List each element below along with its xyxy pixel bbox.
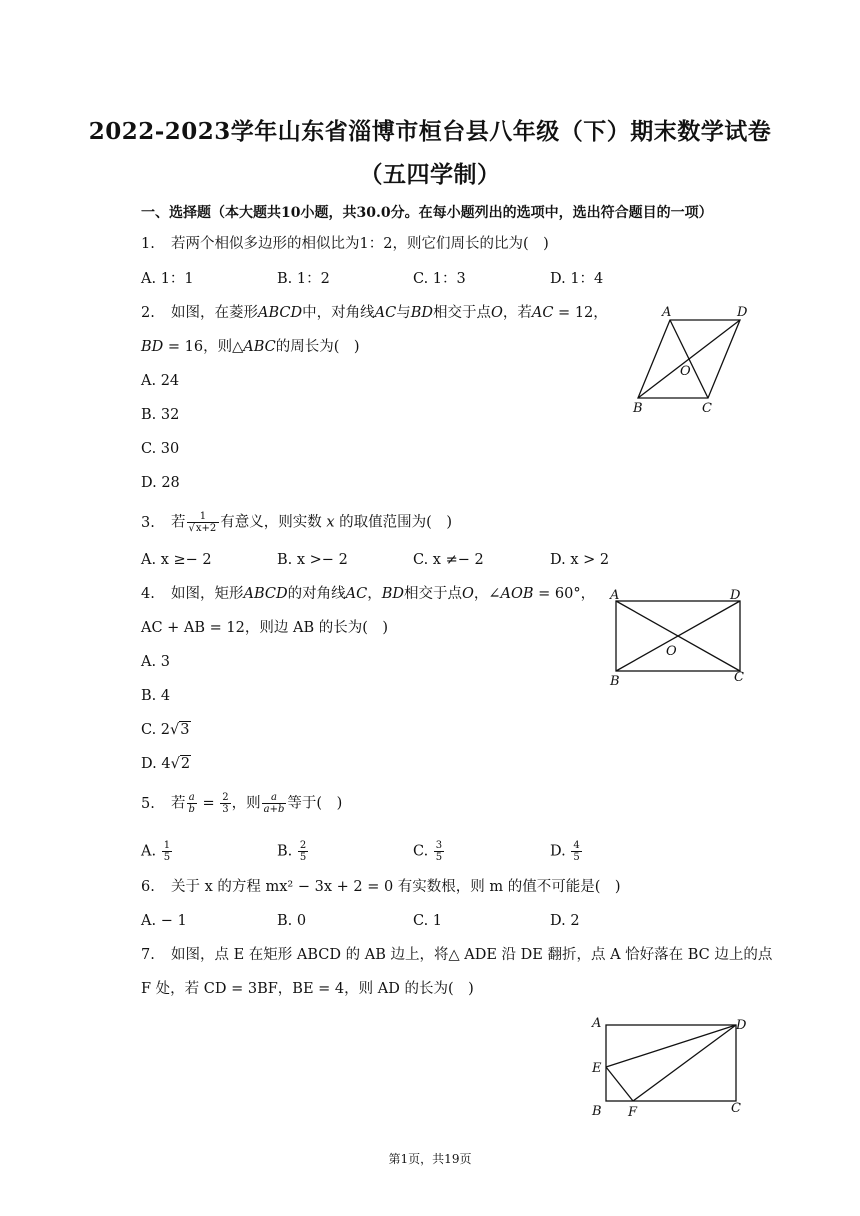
fig7-label-f: F	[628, 1105, 638, 1120]
q3-option-c: C. x ≠− 2	[413, 552, 484, 568]
q1-option-a: A. 1：1	[141, 271, 194, 287]
q6-option-d: D. 2	[550, 913, 580, 929]
fig4-label-a: A	[610, 588, 620, 603]
fig2-label-b: B	[633, 401, 643, 416]
question-5: 5. 若 $\frac{a}{b}$ = $\frac{2}{3}$ ，则 $\frac{a}{a+b}$ 等于( )	[141, 792, 343, 815]
q5-option-b: B. $\frac{2}{5}$	[277, 840, 307, 863]
fig2-label-c: C	[702, 401, 712, 416]
rectangle-figure	[606, 585, 756, 690]
fig7-label-e: E	[592, 1061, 602, 1076]
q6-option-a: A. − 1	[141, 913, 187, 929]
q1-option-d: D. 1：4	[550, 271, 604, 287]
fig7-label-d: D	[736, 1018, 747, 1033]
q6-option-b: B. 0	[277, 913, 307, 929]
q2-option-a: A. 24	[141, 373, 180, 389]
page-title: 2022-2023学年山东省淄博市桓台县八年级（下）期末数学试卷	[88, 118, 772, 145]
question-7: 7. 如图，点 E 在矩形 ABCD 的 AB 边上，将△ ADE 沿 DE 翻折，点 A 恰好落在 BC 边上的点	[141, 947, 773, 963]
question-2-line2: BD = 16，则△ABC的周长为( )	[141, 339, 360, 355]
q4-option-a: A. 3	[141, 654, 170, 670]
fig4-label-c: C	[734, 670, 744, 685]
q5-option-c: C. $\frac{3}{5}$	[413, 840, 443, 863]
fig4-label-d: D	[730, 588, 741, 603]
rhombus-figure	[628, 300, 758, 418]
q3-option-d: D. x > 2	[550, 552, 610, 568]
question-4-line2: AC + AB = 12，则边 AB 的长为( )	[141, 620, 389, 636]
q4-option-b: B. 4	[141, 688, 171, 704]
fig7-label-c: C	[731, 1101, 741, 1116]
q5-option-a: A. $\frac{1}{5}$	[141, 840, 171, 863]
fig2-label-a: A	[662, 305, 672, 320]
q3-option-a: A. x ≥− 2	[141, 552, 212, 568]
q2-option-b: B. 32	[141, 407, 180, 423]
fig4-label-o: O	[666, 644, 677, 659]
fold-figure	[586, 1012, 756, 1122]
question-4: 4. 如图，矩形ABCD的对角线AC，BD相交于点O，∠AOB = 60°，	[141, 586, 596, 602]
q4-option-c: C. 2√3	[141, 722, 190, 738]
page-subtitle: （五四学制）	[359, 161, 501, 188]
fig7-label-b: B	[592, 1104, 602, 1119]
fig4-label-b: B	[610, 674, 620, 689]
page-footer: 第1页，共19页	[388, 1152, 472, 1166]
q1-option-b: B. 1：2	[277, 271, 330, 287]
question-6: 6. 关于 x 的方程 mx² − 3x + 2 = 0 有实数根，则 m 的值不可能是( )	[141, 879, 621, 895]
q2-option-d: D. 28	[141, 475, 180, 491]
q5-option-d: D. $\frac{4}{5}$	[550, 840, 580, 863]
q1-option-c: C. 1：3	[413, 271, 466, 287]
q4-option-d: D. 4√2	[141, 756, 191, 772]
question-3: 3. 若 $\frac{1}{√x+2}$ 有意义，则实数 x 的取值范围为( )	[141, 511, 452, 534]
q6-option-c: C. 1	[413, 913, 443, 929]
q3-option-b: B. x >− 2	[277, 552, 348, 568]
question-7-line2: F 处，若 CD = 3BF，BE = 4，则 AD 的长为( )	[141, 981, 474, 997]
fig2-label-o: O	[680, 364, 691, 379]
question-2: 2. 如图，在菱形ABCD中，对角线AC与BD相交于点O，若AC = 12，	[141, 305, 608, 321]
fig7-label-a: A	[592, 1016, 602, 1031]
question-1: 1. 若两个相似多边形的相似比为1：2，则它们周长的比为( )	[141, 236, 549, 252]
q2-option-c: C. 30	[141, 441, 180, 457]
fraction: $\frac{1}{√x+2}$	[187, 511, 220, 534]
section-heading: 一、选择题（本大题共10小题，共30.0分。在每小题列出的选项中，选出符合题目的一项）	[141, 205, 713, 221]
fig2-label-d: D	[737, 305, 748, 320]
